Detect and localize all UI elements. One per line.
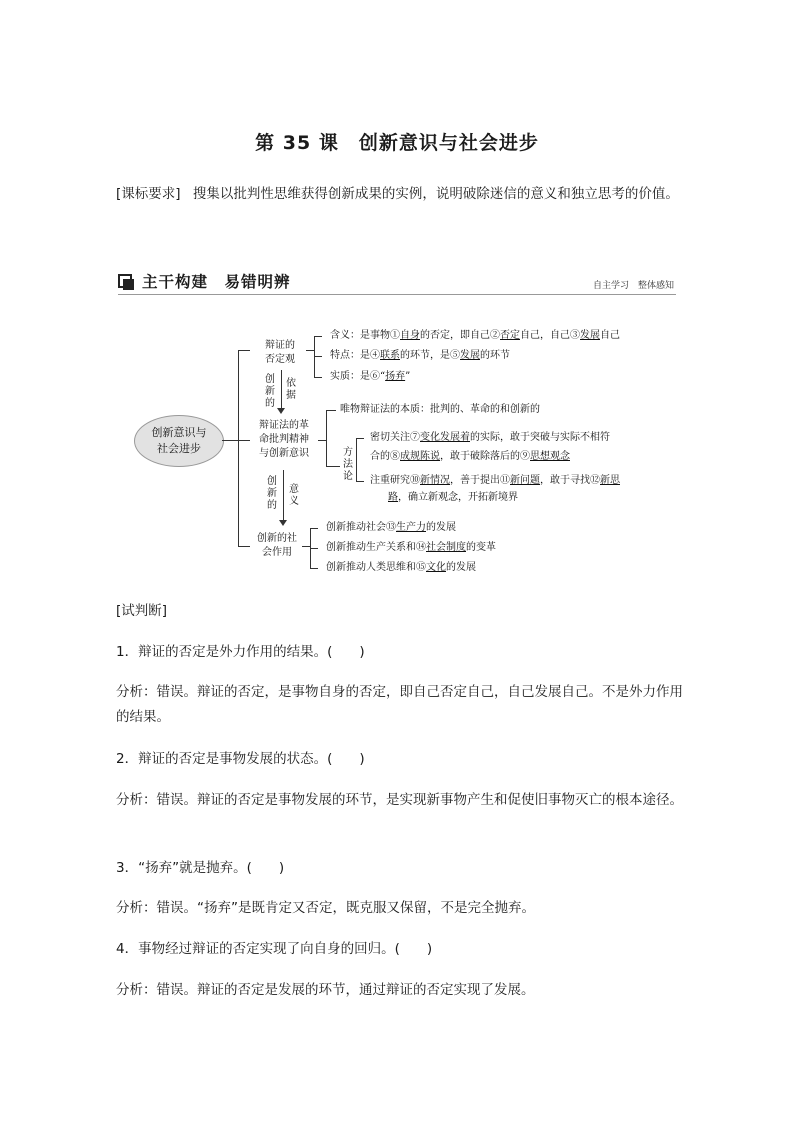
connector [238, 546, 250, 547]
question-2: 2．辩证的否定是事物发展的状态。( ) [116, 751, 365, 767]
map-root-line1: 创新意识与 [151, 426, 207, 439]
map-node-negation: 辩证的 否定观 [265, 340, 295, 365]
question-4: 4．事物经过辩证的否定实现了向自身的回归。( ) [116, 941, 433, 957]
connector [222, 440, 238, 441]
connector [314, 377, 322, 378]
section-title: 主干构建 易错明辨 [142, 273, 291, 291]
link-basis-right: 依 据 [286, 378, 296, 401]
connector [356, 438, 357, 481]
requirement-label: [课标要求] [116, 186, 181, 202]
arrow-down-icon [279, 520, 287, 526]
connector [314, 336, 315, 378]
leaf-feature: 特点：是④联系的环节，是⑤发展的环节 [330, 350, 510, 361]
connector [310, 528, 318, 529]
requirement-text: 搜集以批判性思维获得创新成果的实例，说明破除迷信的意义和独立思考的价值。 [192, 186, 679, 202]
connector [326, 410, 336, 411]
section-subtitle: 自主学习 整体感知 [592, 281, 674, 291]
leaf-method-3: 注重研究⑩新情况，善于提出⑪新问题，敢于寻找⑫新思 [370, 475, 620, 486]
connector [310, 548, 318, 549]
connector [238, 350, 250, 351]
method-label: 方 法 论 [343, 447, 353, 482]
section-header [118, 270, 676, 295]
connector [326, 466, 340, 467]
leaf-method-4: 路，确立新观念，开拓新境界 [388, 492, 518, 503]
analysis-3: 分析：错误。“扬弃”是既肯定又否定，既克服又保留，不是完全抛弃。 [116, 900, 535, 916]
analysis-2: 分析：错误。辩证的否定是事物发展的环节，是实现新事物产生和促使旧事物灭亡的根本途径。 [116, 792, 683, 808]
arrow-line [281, 370, 282, 410]
leaf-meaning: 含义：是事物①自身的否定，即自己②否定自己，自己③发展自己 [330, 330, 620, 341]
map-root [134, 415, 224, 467]
map-root-line2: 社会进步 [157, 442, 201, 455]
connector [302, 546, 310, 547]
connector [310, 568, 318, 569]
arrow-down-icon [277, 408, 285, 414]
connector [238, 350, 239, 546]
analysis-4: 分析：错误。辩证的否定是发展的环节，通过辩证的否定实现了发展。 [116, 982, 535, 998]
question-1: 1．辩证的否定是外力作用的结果。( ) [116, 644, 365, 660]
leaf-social-1: 创新推动社会⑬生产力的发展 [326, 522, 456, 533]
connector [306, 350, 314, 351]
leaf-method-1: 密切关注⑦变化发展着的实际，敢于突破与实际不相符 [370, 432, 610, 443]
leaf-essence: 实质：是⑥“扬弃” [330, 371, 411, 382]
course-requirement [116, 182, 680, 207]
arrow-line [283, 470, 284, 522]
connector [356, 438, 364, 439]
link-meaning-right: 意 义 [289, 484, 299, 507]
link-meaning-left: 创 新 的 [267, 476, 277, 511]
leaf-social-3: 创新推动人类思维和⑮文化的发展 [326, 562, 476, 573]
analysis-1: 分析：错误。辩证的否定，是事物自身的否定，即自己否定自己，自己发展自己。不是外力作用的结果。 [116, 684, 683, 725]
connector [318, 440, 326, 441]
question-3: 3．“扬弃”就是抛弃。( ) [116, 860, 285, 876]
map-node-dialectic: 辩证法的革 命批判精神 与创新意识 [259, 420, 309, 459]
connector [314, 336, 322, 337]
leaf-method-2: 合的⑧成规陈说，敢于破除落后的⑨思想观念 [370, 451, 570, 462]
connector [326, 410, 327, 466]
section-square-icon [118, 274, 132, 288]
connector [356, 481, 364, 482]
link-basis-left: 创 新 的 [265, 374, 275, 409]
connector [238, 440, 250, 441]
judge-heading: [试判断] [116, 603, 168, 619]
connector [314, 356, 322, 357]
page-title: 第 35 课 创新意识与社会进步 [255, 132, 539, 154]
leaf-social-2: 创新推动生产关系和⑭社会制度的变革 [326, 542, 496, 553]
leaf-dialectic-essence: 唯物辩证法的本质：批判的、革命的和创新的 [340, 404, 540, 415]
map-node-social: 创新的社 会作用 [257, 533, 297, 558]
